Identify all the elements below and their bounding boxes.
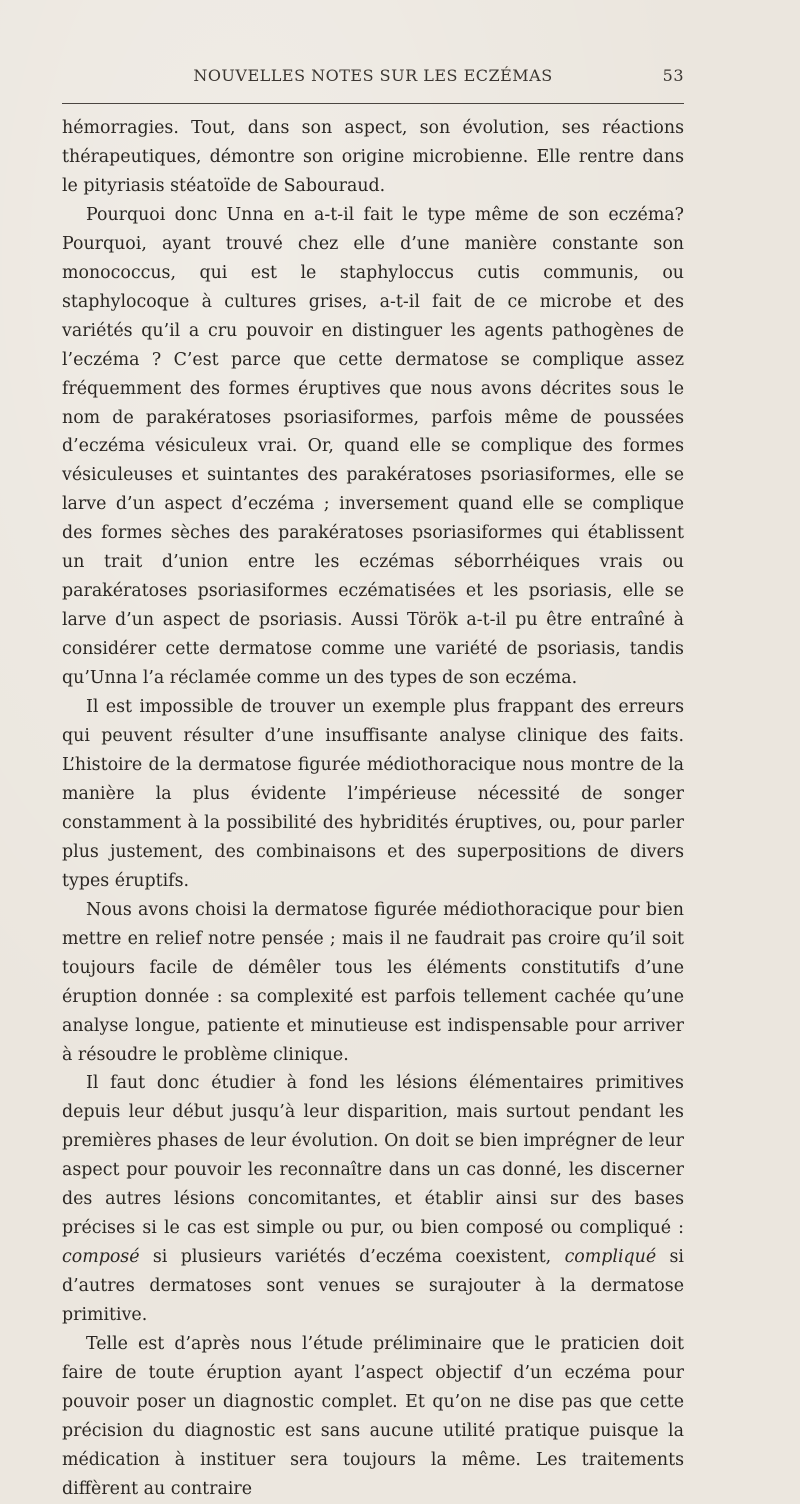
paragraph-3: Il est impossible de trouver un exemple plus frappant des erreurs qui peuvent résulter d’une insuffisante analyse clinique des faits. L’histoire de la dermatose figurée médiothoracique nous montre de la manière la plus évidente l’impérieuse nécessité de songer constamment à la possibilité des hybridités éruptives, ou, pour parler plus justement, des combinaisons et des superpositions de divers types éruptifs. xyxy=(62,697,684,891)
paragraph-5-tail: si d’autres dermatoses sont venues se surajouter à la dermatose primitive. xyxy=(62,1247,684,1326)
page-number: 53 xyxy=(662,66,684,85)
paragraph-4: Nous avons choisi la dermatose figurée médiothoracique pour bien mettre en relief notre pensée ; mais il ne faudrait pas croire qu’il soit toujours facile de démêler tous les éléments constitutifs d’une éruption donnée : sa complexité est parfois tellement cachée qu’une analyse longue, patiente et minutieuse est indispensable pour arriver à résoudre le problème clinique. xyxy=(62,899,684,1065)
body-text xyxy=(62,114,684,1504)
paragraph-1: hémorragies. Tout, dans son aspect, son évolution, ses réactions thérapeutiques, démontre son origine microbienne. Elle rentre dans le pityriasis stéatoïde de Sabouraud. xyxy=(62,118,684,196)
paragraph-5-em-complique: compliqué xyxy=(564,1247,657,1268)
running-title: NOUVELLES NOTES SUR LES ECZÉMAS xyxy=(193,66,553,85)
paragraph-5-em-compose: composé xyxy=(62,1247,140,1268)
running-header xyxy=(62,66,684,90)
header-rule xyxy=(62,103,684,104)
paragraph-5 xyxy=(62,1069,684,1330)
paragraph-5-text: Il faut donc étudier à fond les lésions élémentaires primitives depuis leur début jusqu’à leur disparition, mais surtout pendant les premières phases de leur évolution. On doit se bien imprégner de leur aspect pour pouvoir les reconnaître dans un cas donné, les discerner des autres lésions concomitantes, et établir ainsi sur des bases précises si le cas est simple ou pur, ou bien composé ou compliqué : xyxy=(62,1073,684,1239)
paragraph-6: Telle est d’après nous l’étude préliminaire que le praticien doit faire de toute éruption ayant l’aspect objectif d’un eczéma pour pouvoir poser un diagnostic complet. Et qu’on ne dise pas que cette précision du diagnostic est sans aucune utilité pratique puisque la médication à instituer sera toujours la même. Les traitements diffèrent au contraire xyxy=(62,1334,684,1499)
paragraph-2: Pourquoi donc Unna en a-t-il fait le type même de son eczéma? Pourquoi, ayant trouvé chez elle d’une manière constante son monococcus, qui est le staphyloccus cutis communis, ou staphylocoque à cultures grises, a-t-il fait de ce microbe et des variétés qu’il a cru pouvoir en distinguer les agents pathogènes de l’eczéma ? C’est parce que cette dermatose se complique assez fréquemment des formes éruptives que nous avons décrites sous le nom de parakératoses psoriasiformes, parfois même de poussées d’eczéma vésiculeux vrai. Or, quand elle se complique des formes vésiculeuses et suintantes des parakératoses psoriasiformes, elle se larve d’un aspect d’eczéma ; inversement quand elle se complique des formes sèches des parakératoses psoriasiformes qui établissent un trait d’union entre les eczémas séborrhéiques vrais ou parakératoses psoriasiformes eczématisées et les psoriasis, elle se larve d’un aspect de psoriasis. Aussi Török a-t-il pu être entraîné à considérer cette dermatose comme une variété de psoriasis, tandis qu’Unna l’a réclamée comme un des types de son eczéma. xyxy=(62,204,684,689)
paragraph-5-mid: si plusieurs variétés d’eczéma coexistent, xyxy=(152,1247,552,1268)
